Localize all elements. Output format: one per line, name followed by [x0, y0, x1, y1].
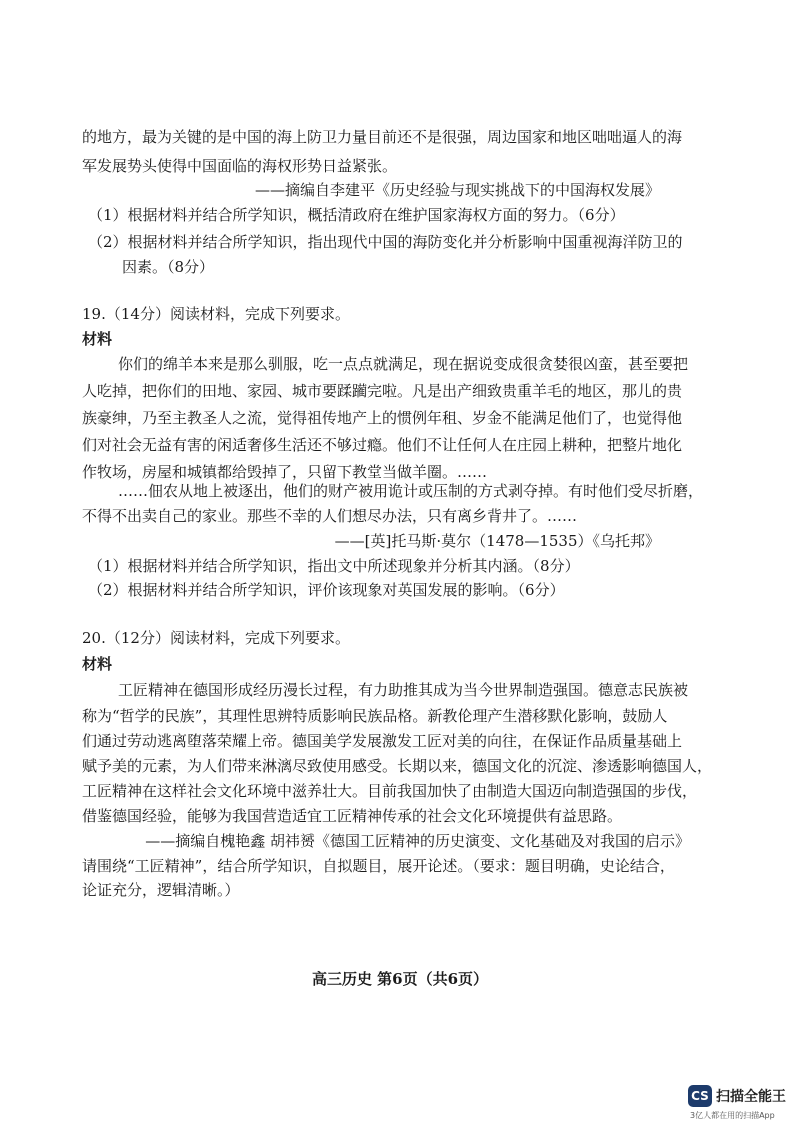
q19-para1-line-5: 作牧场，房屋和城镇都给毁掉了，只留下教堂当做羊圈。…… [82, 463, 488, 481]
q19-sub2: （2）根据材料并结合所学知识，评价该现象对英国发展的影响。（6分） [88, 581, 565, 599]
scanner-name: 扫描全能王 [716, 1089, 786, 1105]
q19-para2-line-1: ……佃农从地上被逐出，他们的财产被用诡计或压制的方式剥夺掉。有时他们受尽折磨， [118, 482, 704, 500]
q18-text-line-2: 军发展势头使得中国面临的海权形势日益紧张。 [82, 157, 398, 175]
q19-para1-line-2: 人吃掉，把你们的田地、家园、城市要蹂躏完啦。凡是出产细致贵重羊毛的地区，那儿的贵 [82, 382, 683, 400]
scanner-tagline: 3亿人都在用的扫描App [690, 1111, 775, 1120]
q19-source: ——[英]托马斯·莫尔（1478—1535）《乌托邦》 [334, 532, 660, 550]
q20-source: ——摘编自槐艳鑫 胡祎赟《德国工匠精神的历史演变、文化基础及对我国的启示》 [145, 832, 690, 850]
q20-para-line-6: 借鉴德国经验，能够为我国营造适宜工匠精神传承的社会文化环境提供有益思路。 [82, 807, 623, 825]
q19-para1-line-1: 你们的绵羊本来是那么驯服，吃一点点就满足，现在据说变成很贪婪很凶蛮，甚至要把 [118, 355, 689, 373]
q18-sub1: （1）根据材料并结合所学知识，概括清政府在维护国家海权方面的努力。（6分） [88, 206, 625, 224]
q19-sub1: （1）根据材料并结合所学知识，指出文中所述现象并分析其内涵。（8分） [88, 557, 580, 575]
q18-sub2-cont: 因素。（8分） [122, 258, 215, 276]
q20-para-line-5: 工匠精神在这样社会文化环境中滋养壮大。目前我国加快了由制造大国迈向制造强国的步伐， [82, 782, 698, 800]
q20-para-line-3: 们通过劳动逃离堕落荣耀上帝。德国美学发展激发工匠对美的向往，在保证作品质量基础上 [82, 732, 683, 750]
cs-logo-icon: CS [688, 1085, 712, 1107]
page-footer: 高三历史 第6页（共6页） [311, 970, 489, 988]
q19-material-label: 材料 [82, 330, 113, 348]
q19-para1-line-4: 们对社会无益有害的闲适奢侈生活还不够过瘾。他们不让任何人在庄园上耕种，把整片地化 [82, 436, 683, 454]
q19-para1-line-3: 族豪绅，乃至主教圣人之流，觉得祖传地产上的惯例年租、岁金不能满足他们了，也觉得他 [82, 409, 683, 427]
q20-para-line-4: 赋予美的元素，为人们带来淋漓尽致使用感受。长期以来，德国文化的沉淀、渗透影响德国人， [82, 757, 713, 775]
q20-para-line-1: 工匠精神在德国形成经历漫长过程，有力助推其成为当今世界制造强国。德意志民族被 [118, 681, 689, 699]
q19-para2-line-2: 不得不出卖自己的家业。那些不幸的人们想尽办法，只有离乡背井了。…… [82, 507, 578, 525]
q20-prompt-line-1: 请围绕“工匠精神”，结合所学知识，自拟题目，展开论述。（要求：题目明确，史论结合， [82, 857, 675, 875]
q20-material-label: 材料 [82, 655, 113, 673]
q18-text-line-1: 的地方，最为关键的是中国的海上防卫力量目前还不是很强，周边国家和地区咄咄逼人的海 [82, 128, 683, 146]
q20-title: 20.（12分）阅读材料，完成下列要求。 [82, 629, 350, 647]
q18-source: ——摘编自李建平《历史经验与现实挑战下的中国海权发展》 [254, 181, 660, 199]
q20-para-line-2: 称为“哲学的民族”，其理性思辨特质影响民族品格。新教伦理产生潜移默化影响，鼓励人 [82, 707, 668, 725]
q18-sub2: （2）根据材料并结合所学知识，指出现代中国的海防变化并分析影响中国重视海洋防卫的 [88, 233, 683, 251]
scanner-watermark [688, 1085, 786, 1107]
q20-prompt-line-2: 论证充分，逻辑清晰。） [82, 881, 240, 899]
q19-title: 19.（14分）阅读材料，完成下列要求。 [82, 305, 350, 323]
